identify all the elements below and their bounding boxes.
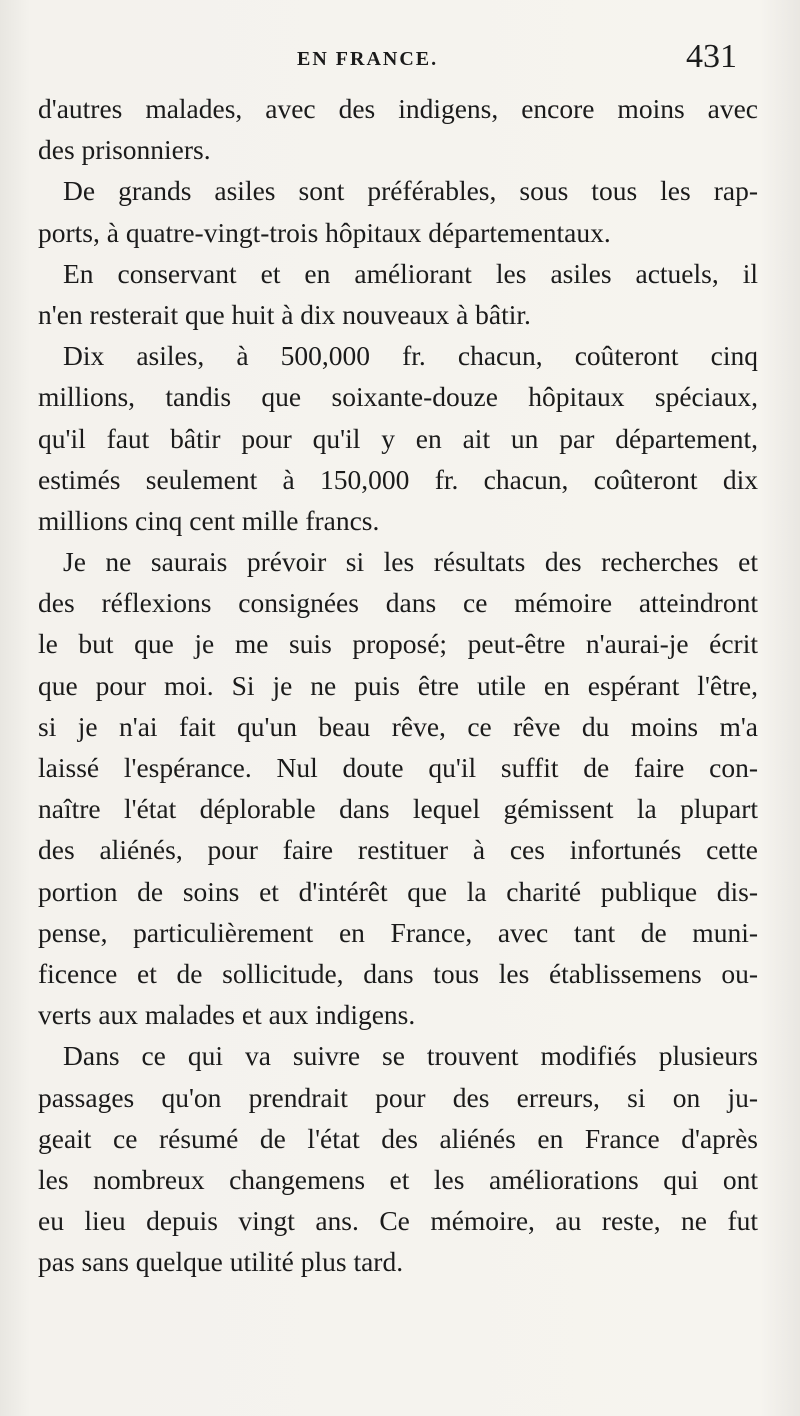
text-line: des aliénés, pour faire restituer à ces infortunés cette <box>38 834 758 866</box>
text-line: des réflexions consignées dans ce mémoire atteindront <box>38 587 758 619</box>
text-line: d'autres malades, avec des indigens, encore moins avec <box>38 93 758 124</box>
text-line: geait ce résumé de l'état des aliénés en France d'après <box>38 1122 758 1154</box>
text-line: verts aux malades et aux indigens. <box>38 999 416 1031</box>
text-line: millions cinq cent mille francs. <box>38 504 380 536</box>
text-line: De grands asiles sont préférables, sous tous les rap- <box>63 175 758 207</box>
text-line: si je n'ai fait qu'un beau rêve, ce rêve du moins m'a <box>38 710 758 742</box>
text-line: des prisonniers. <box>38 134 211 166</box>
text-line: passages qu'on prendrait pour des erreurs, si on ju- <box>38 1081 758 1113</box>
text-line: le but que je me suis proposé; peut-être n'aurai-je écrit <box>38 628 758 660</box>
text-line: Dix asiles, à 500,000 fr. chacun, coûteront cinq <box>63 340 758 372</box>
text-line: les nombreux changemens et les améliorations qui ont <box>38 1163 758 1195</box>
text-line: naître l'état déplorable dans lequel gémissent la plupart <box>38 793 758 825</box>
text-line: que pour moi. Si je ne puis être utile en espérant l'être, <box>38 669 758 701</box>
text-line: millions, tandis que soixante-douze hôpitaux spéciaux, <box>38 381 758 413</box>
text-line: estimés seulement à 150,000 fr. chacun, coûteront dix <box>38 463 758 495</box>
text-line: ficence et de sollicitude, dans tous les établissemens ou- <box>38 957 758 989</box>
text-line: n'en resterait que huit à dix nouveaux à bâtir. <box>38 298 531 330</box>
body-text <box>38 88 758 1282</box>
text-line: En conservant et en améliorant les asiles actuels, il <box>63 257 758 289</box>
page-number: 431 <box>686 38 737 75</box>
text-line: Je ne saurais prévoir si les résultats des recherches et <box>63 546 758 578</box>
text-line: portion de soins et d'intérêt que la charité publique dis- <box>38 875 758 907</box>
text-line: pense, particulièrement en France, avec tant de muni- <box>38 916 758 948</box>
text-line: ports, à quatre-vingt-trois hôpitaux départementaux. <box>38 216 611 248</box>
text-line: qu'il faut bâtir pour qu'il y en ait un par département, <box>38 422 758 454</box>
page-header <box>0 38 800 84</box>
text-line: Dans ce qui va suivre se trouvent modifiés plusieurs <box>63 1040 758 1072</box>
text-line: eu lieu depuis vingt ans. Ce mémoire, au reste, ne fut <box>38 1205 758 1237</box>
running-head: EN FRANCE. <box>297 48 439 70</box>
text-line: pas sans quelque utilité plus tard. <box>38 1246 404 1278</box>
text-line: laissé l'espérance. Nul doute qu'il suffit de faire con- <box>38 752 758 783</box>
